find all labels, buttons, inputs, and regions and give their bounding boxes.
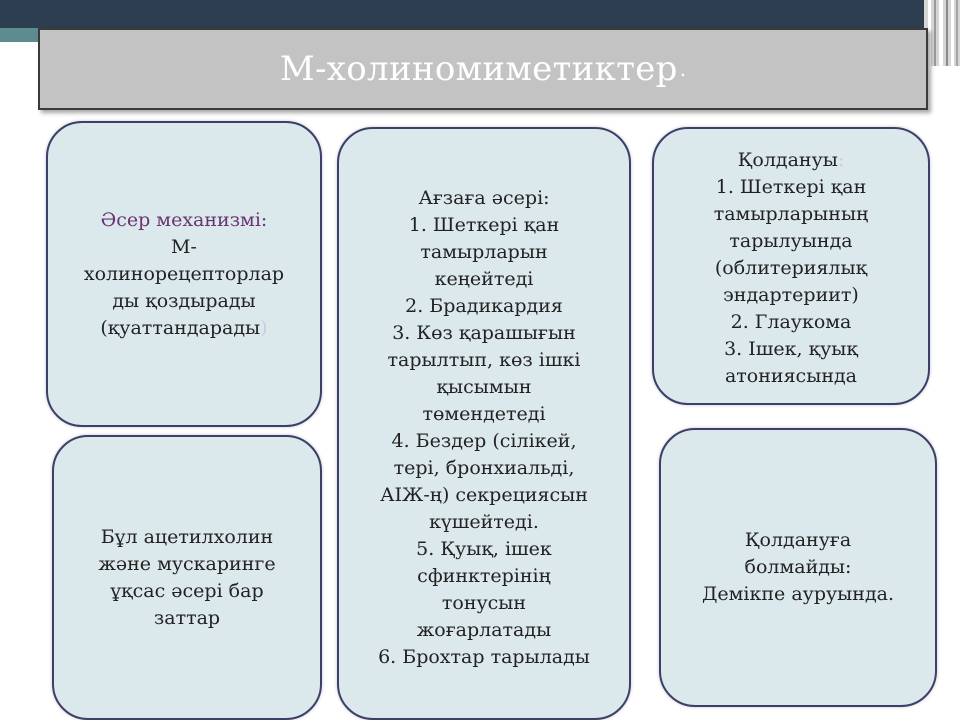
- contraindication-box: [659, 428, 937, 707]
- organ-effect-line: 2. Брадикардия: [405, 294, 563, 317]
- usage-box: [652, 127, 930, 405]
- description-line: заттар: [153, 606, 221, 629]
- mechanism-box: [46, 121, 322, 427]
- header-bar: [0, 0, 960, 28]
- usage-line: тарылуында: [729, 229, 853, 252]
- description-line: және мускаринге: [98, 552, 276, 575]
- mechanism-line-last: [84, 315, 284, 342]
- contraindication-line: Қолдануға: [744, 529, 852, 551]
- usage-line: тамырларының: [713, 202, 869, 225]
- usage-heading: Қолдануы: [737, 148, 838, 171]
- organ-effect-line: төмендетеді: [422, 402, 546, 425]
- organ-effect-line: тамырларын: [420, 240, 548, 263]
- usage-content: [714, 147, 869, 390]
- usage-line: 3. Ішек, қуық: [724, 337, 858, 360]
- organ-effect-line: 5. Қуық, ішек: [416, 537, 552, 560]
- organ-effect-line: сфинктерінің: [417, 564, 551, 587]
- contraindication-line: болмайды:: [744, 556, 852, 578]
- corner-stripes-decoration: [924, 0, 960, 66]
- organ-effect-line: тонусын: [441, 591, 527, 614]
- mechanism-heading: Әсер механизмі:: [100, 208, 268, 231]
- organ-effect-box: [337, 127, 631, 720]
- slide-title: М-холиномиметиктер: [279, 49, 678, 89]
- title-box: [38, 28, 928, 110]
- mechanism-line-text: (қуаттандарады: [100, 316, 261, 339]
- contraindication-line: Демікпе ауруында.: [701, 583, 895, 605]
- organ-effect-heading: Ағзаға әсері:: [418, 186, 550, 209]
- organ-effect-line: күшейтеді.: [429, 510, 539, 533]
- organ-effect-line: 6. Брохтар тарылады: [378, 645, 590, 668]
- organ-effect-line: тарылтып, көз ішкі: [387, 348, 581, 371]
- usage-line: эндартериит): [723, 283, 859, 306]
- usage-line: 1. Шеткері қан: [715, 175, 867, 198]
- mechanism-content: [84, 207, 284, 342]
- description-box: [52, 435, 322, 720]
- mechanism-line: ды қоздырады: [112, 289, 256, 312]
- organ-effect-line: 3. Көз қарашығын: [392, 321, 576, 344]
- contraindication-content: [702, 527, 894, 608]
- description-line: ұқсас әсері бар: [110, 579, 264, 602]
- mechanism-trailing-paren: ): [260, 316, 268, 339]
- slide-title-dot: .: [679, 57, 687, 81]
- description-line: Бұл ацетилхолин: [100, 525, 274, 548]
- organ-effect-line: кеңейтеді: [434, 267, 534, 290]
- usage-line: (облитериялық: [714, 256, 868, 279]
- organ-effect-line: жоғарлатады: [416, 618, 552, 641]
- usage-heading-row: [714, 147, 869, 174]
- organ-effect-line: қысымын: [436, 375, 532, 398]
- usage-line: 2. Глаукома: [730, 310, 852, 333]
- usage-line: атониясында: [724, 364, 858, 387]
- mechanism-line: М-: [171, 235, 197, 258]
- organ-effect-line: 4. Бездер (сілікей,: [391, 429, 577, 452]
- header-accent-strip: [0, 28, 40, 42]
- organ-effect-line: 1. Шеткері қан: [408, 213, 560, 236]
- organ-effect-content: [378, 185, 590, 671]
- organ-effect-line: АІЖ-ң) секрециясын: [380, 483, 588, 506]
- usage-heading-suffix: :: [837, 148, 845, 171]
- description-content: [98, 524, 275, 632]
- mechanism-line: холинорецепторлар: [83, 262, 285, 285]
- organ-effect-line: тері, бронхиальді,: [393, 456, 575, 479]
